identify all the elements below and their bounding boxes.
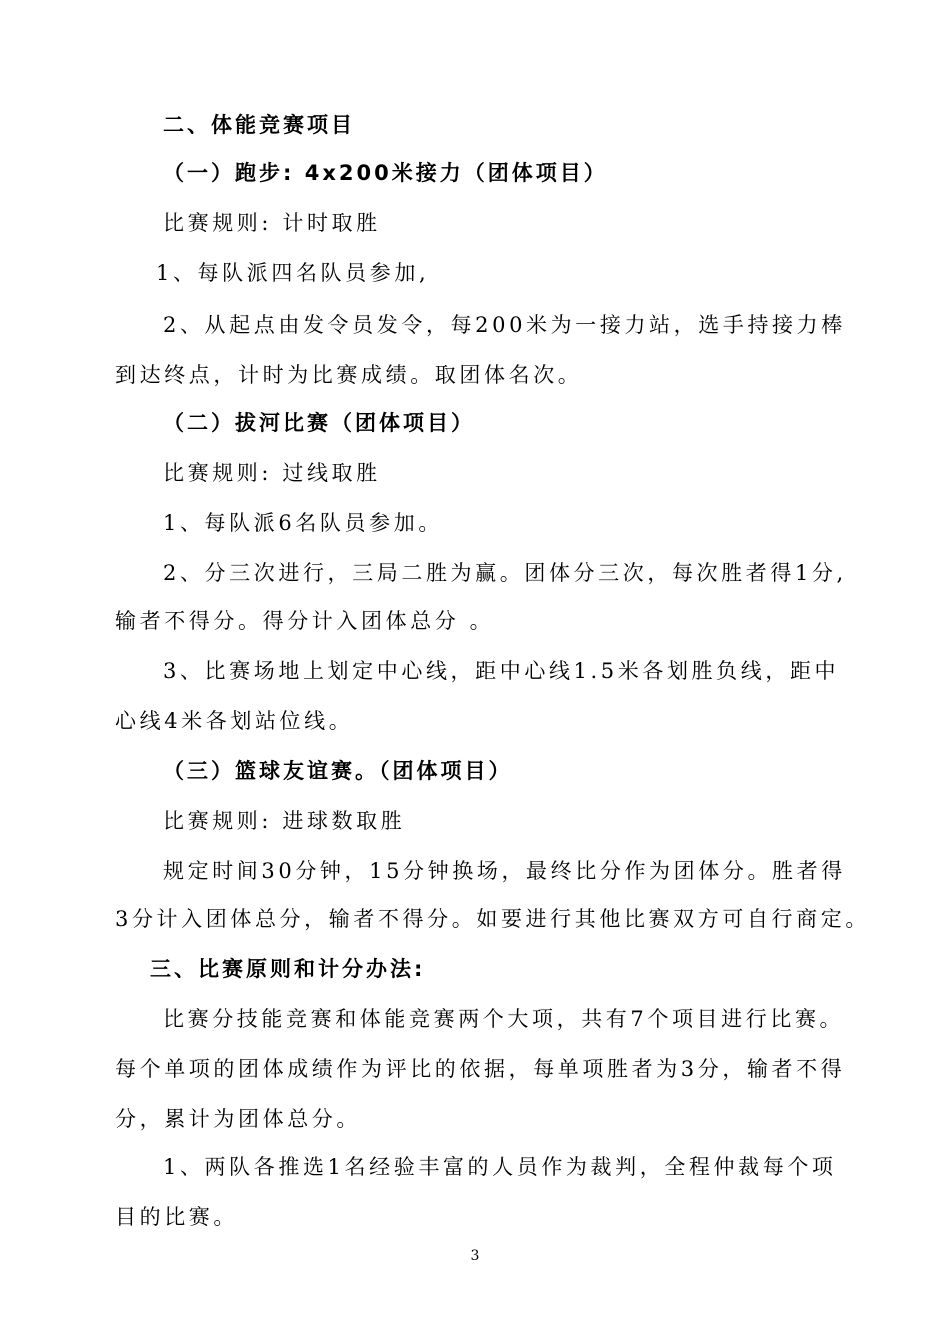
paragraph-running-2-cont: 到达终点，计时为比赛成绩。取团体名次。 — [115, 363, 583, 387]
rule-basketball: 比赛规则: 进球数取胜 — [163, 809, 406, 833]
paragraph-tug-3-cont: 心线4米各划站位线。 — [115, 709, 354, 733]
paragraph-principles-1-cont2: 分，累计为团体总分。 — [115, 1107, 361, 1131]
paragraph-tug-1: 1、每队派6名队员参加。 — [163, 511, 443, 535]
paragraph-tug-2: 2、分三次进行，三局二胜为赢。团体分三次，每次胜者得1分, — [163, 561, 847, 585]
paragraph-principles-1: 比赛分技能竞赛和体能竞赛两个大项，共有7个项目进行比赛。 — [163, 1007, 845, 1031]
section-heading-physical: 二、体能竞赛项目 — [163, 113, 355, 137]
section-heading-principles: 三、比赛原则和计分办法: — [150, 957, 426, 981]
rule-running: 比赛规则: 计时取胜 — [163, 211, 381, 235]
paragraph-running-1: 1、每队派四名队员参加, — [156, 261, 430, 285]
paragraph-basketball-1-cont: 3分计入团体总分，输者不得分。如要进行其他比赛双方可自行商定。 — [115, 907, 870, 931]
rule-tug-of-war: 比赛规则: 过线取胜 — [163, 461, 381, 485]
paragraph-principles-1-cont: 每个单项的团体成绩作为评比的依据，每单项胜者为3分，输者不得 — [115, 1057, 846, 1081]
page-number: 3 — [470, 1248, 480, 1264]
paragraph-referee: 1、两队各推选1名经验丰富的人员作为裁判，全程仲裁每个项 — [163, 1155, 837, 1179]
paragraph-basketball-1: 规定时间30分钟，15分钟换场，最终比分作为团体分。胜者得 — [163, 859, 846, 883]
paragraph-tug-2-cont: 输者不得分。得分计入团体总分 。 — [115, 609, 495, 633]
paragraph-referee-cont: 目的比赛。 — [115, 1205, 238, 1229]
subheading-basketball: （三）篮球友谊赛。（团体项目） — [163, 759, 513, 783]
subheading-running: （一）跑步: 4x200米接力（团体项目） — [163, 161, 608, 185]
paragraph-running-2: 2、从起点由发令员发令，每200米为一接力站，选手持接力棒 — [163, 313, 846, 337]
subheading-tug-of-war: （二）拔河比赛（团体项目） — [163, 411, 475, 435]
paragraph-tug-3: 3、比赛场地上划定中心线，距中心线1.5米各划胜负线，距中 — [163, 659, 840, 683]
